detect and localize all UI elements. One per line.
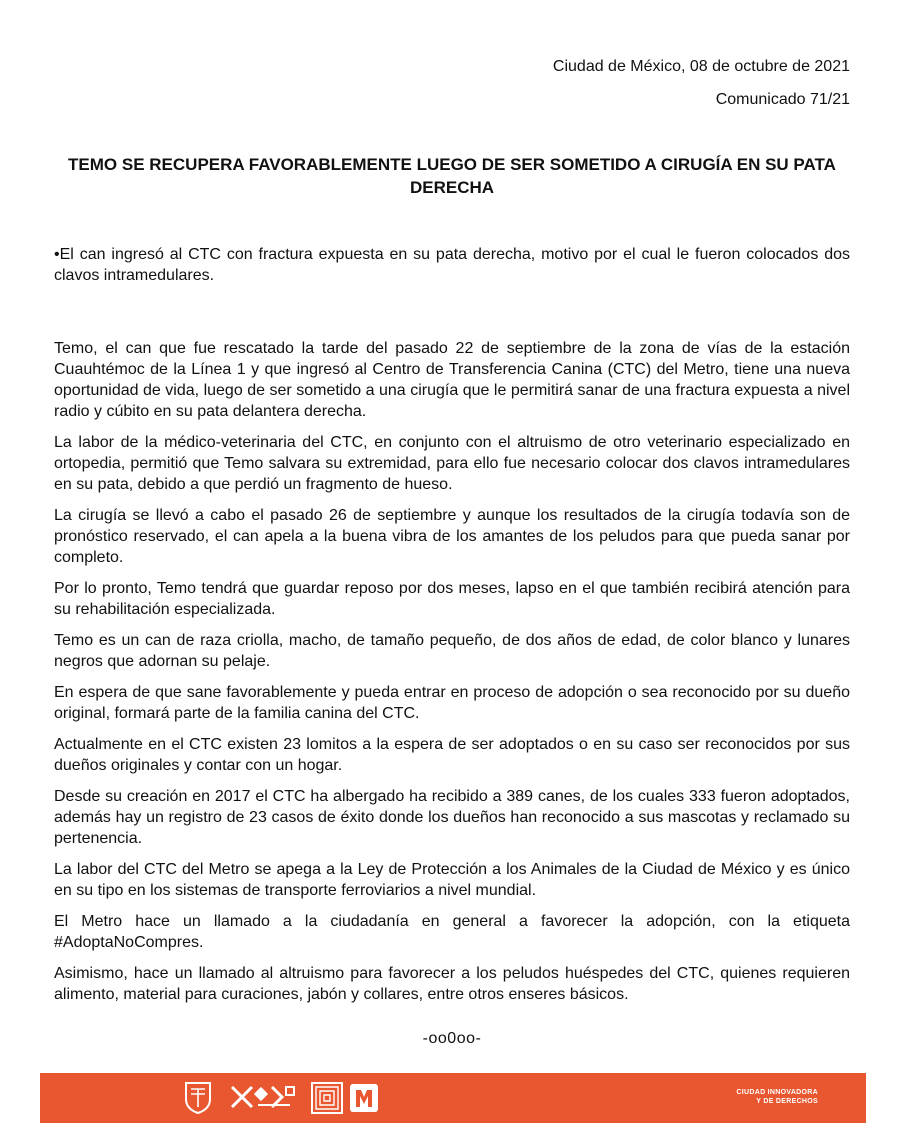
date-line: Ciudad de México, 08 de octubre de 2021	[552, 58, 850, 75]
metro-pattern-logo-icon	[310, 1081, 344, 1115]
body-paragraph: El Metro hace un llamado a la ciudadanía en general a favorecer la adopción, con la etiqueta #AdoptaNoCompres.	[54, 913, 850, 951]
body-paragraph: Temo, el can que fue rescatado la tarde del pasado 22 de septiembre de la zona de vías de la estación Cuauhtémoc de la Línea 1 y que ingresó al Centro de Transferencia Canina (CTC) del Metro, tiene una nueva oportunidad de vida, luego de ser sometido a una cirugía que le permitirá sanar de una fractura expuesta a nivel radio y cúbito en su pata delantera derecha.	[54, 340, 850, 420]
metro-m-logo-icon	[349, 1081, 379, 1115]
footer-tagline	[736, 1088, 818, 1106]
summary-bullet: •El can ingresó al CTC con fractura expuesta en su pata derecha, motivo por el cual le fueron colocados dos clavos intramedulares.	[54, 246, 850, 284]
comunicado-number: Comunicado 71/21	[715, 91, 850, 108]
body-paragraph: En espera de que sane favorablemente y pueda entrar en proceso de adopción o sea reconocido por su dueño original, formará parte de la familia canina del CTC.	[54, 684, 850, 722]
body-paragraph: La cirugía se llevó a cabo el pasado 26 de septiembre y aunque los resultados de la cirugía todavía son de pronóstico reservado, el can apela a la buena vibra de los amantes de los peludos para que pueda sanar por completo.	[54, 507, 850, 566]
body-paragraph: La labor de la médico-veterinaria del CTC, en conjunto con el altruismo de otro veterinario especializado en ortopedia, permitió que Temo salvara su extremidad, para ello fue necesario colocar dos clavos intramedulares en su pata, debido a que perdió un fragmento de hueso.	[54, 434, 850, 493]
tagline-line-2: Y DE DERECHOS	[756, 1098, 818, 1105]
body-paragraph: La labor del CTC del Metro se apega a la Ley de Protección a los Animales de la Ciudad de México y es único en su tipo en los sistemas de transporte ferroviarios a nivel mundial.	[54, 861, 850, 899]
shield-logo-icon	[183, 1081, 213, 1115]
closing-mark: -oo0oo-	[422, 1030, 482, 1047]
body-paragraph: Desde su creación en 2017 el CTC ha albergado ha recibido a 389 canes, de los cuales 333 fueron adoptados, además hay un registro de 23 casos de éxito donde los dueños han reconocido a sus mascotas y reclamado su pertenencia.	[54, 788, 850, 847]
tagline-line-1: CIUDAD INNOVADORA	[736, 1089, 818, 1096]
press-release-body	[54, 244, 850, 1015]
press-release-title: TEMO SE RECUPERA FAVORABLEMENTE LUEGO DE SER SOMETIDO A CIRUGÍA EN SU PATA DERECHA	[68, 155, 836, 197]
body-paragraph: Temo es un can de raza criolla, macho, de tamaño pequeño, de dos años de edad, de color blanco y lunares negros que adornan su pelaje.	[54, 632, 850, 670]
footer-bar	[40, 1073, 866, 1123]
body-paragraph: Por lo pronto, Temo tendrá que guardar reposo por dos meses, lapso en el que también recibirá atención para su rehabilitación especializada.	[54, 580, 850, 618]
cdmx-logo-icon	[228, 1081, 298, 1115]
body-paragraph: Asimismo, hace un llamado al altruismo para favorecer a los peludos huéspedes del CTC, quienes requieren alimento, material para curaciones, jabón y collares, entre otros enseres básicos.	[54, 965, 850, 1003]
body-paragraph: Actualmente en el CTC existen 23 lomitos a la espera de ser adoptados o en su caso ser reconocidos por sus dueños originales y contar con un hogar.	[54, 736, 850, 774]
